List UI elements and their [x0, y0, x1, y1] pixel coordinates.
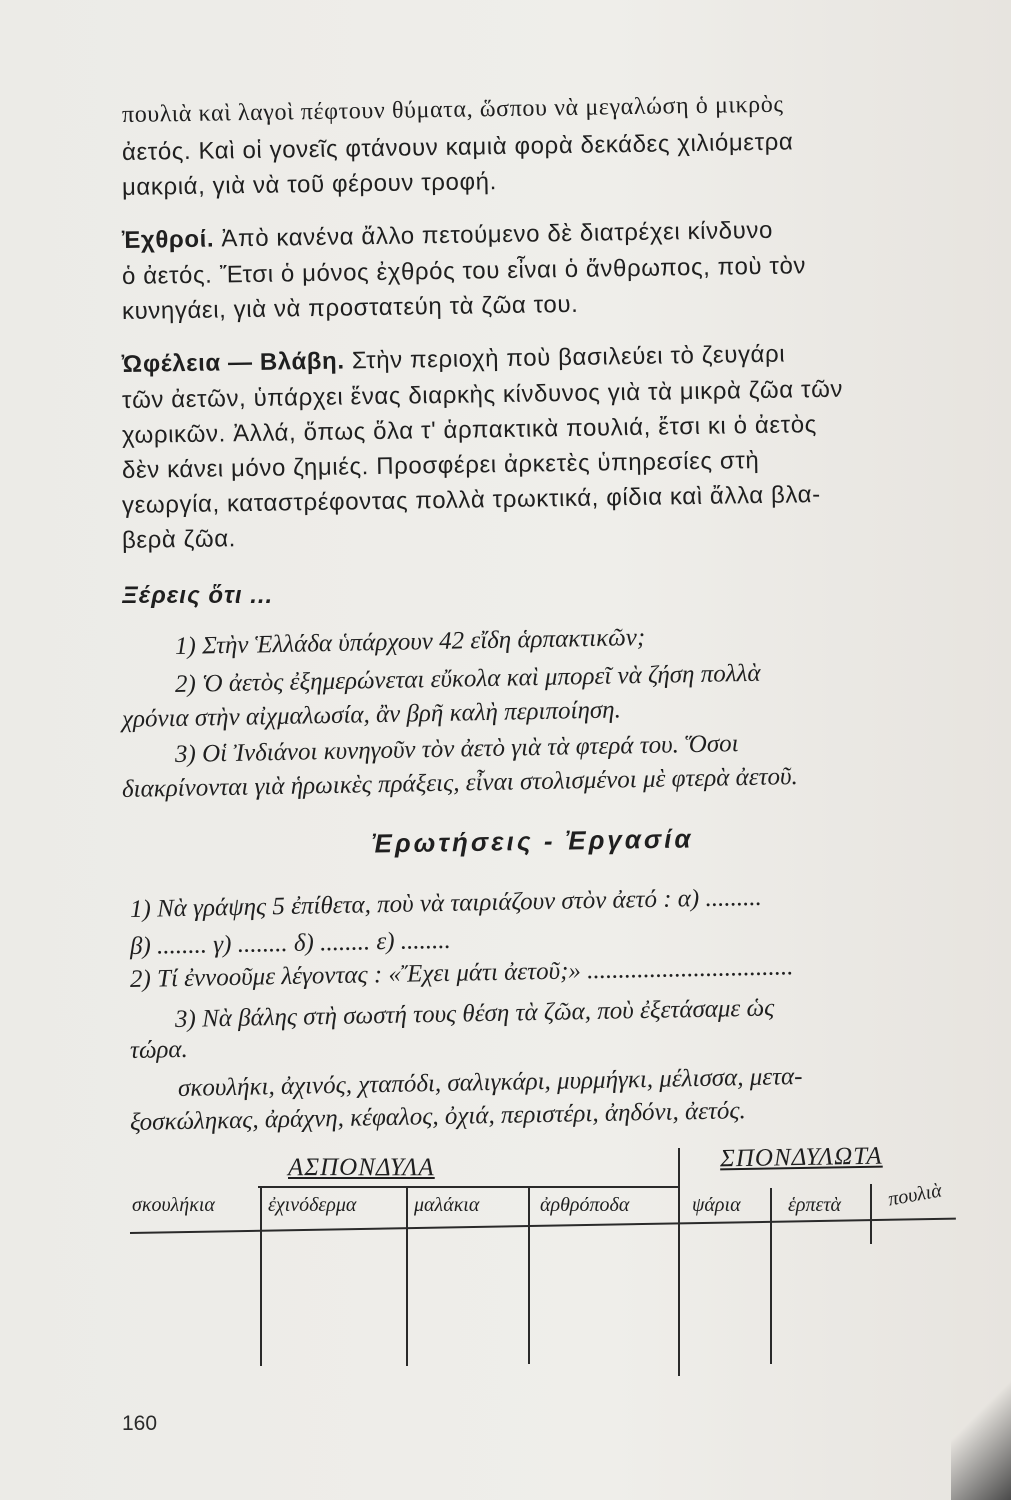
- question-3: 3) Νὰ βάλης στὴ σωστή τους θέση τὰ ζῶα, ποὺ ἐξετάσαμε ὡς: [174, 994, 775, 1033]
- col-molluscs: μαλάκια: [414, 1194, 480, 1216]
- benefit-line-5: γεωργία, καταστρέφοντας πολλὰ τρωκτικά, φίδια καὶ ἄλλα βλα-: [121, 481, 821, 519]
- fact-2-cont: χρόνια στὴν αἰχμαλωσία, ἂν βρῆ καλὴ περιποίηση.: [121, 696, 622, 733]
- col-divider-5: [870, 1184, 872, 1244]
- classification-table: [130, 1142, 960, 1378]
- benefit-line-6: βερὰ ζῶα.: [121, 525, 237, 554]
- intro-line-3: μακριά, γιὰ νὰ τοῦ φέρουν τροφή.: [121, 168, 498, 201]
- questions-title: Ἐρωτήσεις - Ἐργασία: [371, 823, 694, 859]
- fact-3-cont: διακρίνονται γιὰ ἡρωικὲς πράξεις, εἶναι στολισμένοι μὲ φτερὰ ἀετοῦ.: [121, 763, 799, 803]
- question-1-blanks: β) ........ γ) ........ δ) ........ ε) ........: [129, 926, 452, 960]
- group-invertebrates: ΑΣΠΟΝΔΥΛΑ: [288, 1154, 435, 1181]
- fact-3: 3) Οἱ Ἰνδιάνοι κυνηγοῦν τὸν ἀετὸ γιὰ τὰ φτερά του. Ὅσοι: [174, 730, 739, 768]
- question-2: 2) Τί ἐννοοῦμε λέγοντας : «Ἔχει μάτι ἀετοῦ;» .................................: [129, 953, 794, 993]
- intro-line-1: πουλιὰ καὶ λαγοὶ πέφτουν θύματα, ὥσπου νὰ μεγαλώση ὁ μικρὸς: [121, 91, 784, 128]
- benefit-title: Ὠφέλεια — Βλάβη.: [121, 347, 345, 378]
- intro-line-2: ἀετός. Καὶ οἱ γονεῖς φτάνουν καμιὰ φορὰ δεκάδες χιλιόμετρα: [121, 128, 794, 166]
- table-header-rule: [130, 1218, 956, 1234]
- enemies-line-1: [122, 213, 952, 256]
- enemies-line-2: ὁ ἀετός. Ἔτσι ὁ μόνος ἐχθρός του εἶναι ὁ ἄνθρωπος, ποὺ τὸν: [121, 252, 807, 290]
- did-you-know-title: Ξέρεις ὅτι ...: [122, 582, 274, 609]
- page-number: 160: [122, 1412, 158, 1435]
- col-fish: ψάρια: [692, 1194, 741, 1216]
- benefit-line-3: χωρικῶν. Ἀλλά, ὅπως ὅλα τ' ἁρπακτικὰ πουλιά, ἔτσι κι ὁ ἀετὸς: [121, 411, 818, 449]
- question-1: 1) Νὰ γράψης 5 ἐπίθετα, ποὺ νὰ ταιριάζουν στὸν ἀετό : α) .........: [129, 883, 762, 923]
- col-divider-4: [770, 1188, 772, 1364]
- col-arthropods: ἀρθρόποδα: [540, 1194, 630, 1216]
- col-echinoderms: ἐχινόδερμα: [268, 1194, 357, 1216]
- col-divider-1: [260, 1188, 262, 1366]
- benefit-line-1: [122, 337, 952, 380]
- animal-list-1: σκουλήκι, ἀχινός, χταπόδι, σαλιγκάρι, μυρμήγκι, μέλισσα, μετα-: [177, 1063, 803, 1102]
- benefit-line-2: τῶν ἀετῶν, ὑπάρχει ἕνας διαρκὴς κίνδυνος γιὰ τὰ μικρὰ ζῶα τῶν: [121, 375, 844, 414]
- enemies-text-1: Ἀπὸ κανένα ἄλλο πετούμενο δὲ διατρέχει κίνδυνο: [213, 216, 774, 253]
- col-worms: σκουλήκια: [132, 1194, 215, 1216]
- animal-list-2: ξοσκώληκας, ἀράχνη, κέφαλος, ὀχιά, περιστέρι, ἀηδόνι, ἀετός.: [129, 1097, 747, 1136]
- col-reptiles: ἑρπετὰ: [788, 1194, 842, 1216]
- col-birds: πουλιὰ: [886, 1179, 944, 1211]
- col-divider-2: [406, 1188, 408, 1366]
- col-divider-3: [528, 1188, 530, 1364]
- benefit-line-4: δὲν κάνει μόνο ζημιές. Προσφέρει ἀρκετὲς ὑπηρεσίες στὴ: [121, 446, 760, 484]
- benefit-text-1: Στὴν περιοχὴ ποὺ βασιλεύει τὸ ζευγάρι: [344, 340, 786, 375]
- enemies-line-3: κυνηγάει, γιὰ νὰ προστατεύη τὰ ζῶα του.: [121, 290, 579, 325]
- group-vertebrates: ΣΠΟΝΔΥΛΩΤΑ: [719, 1142, 883, 1173]
- group-divider: [678, 1148, 680, 1376]
- table-top-rule: [258, 1186, 678, 1188]
- fact-2: 2) Ὁ ἀετὸς ἐξημερώνεται εὔκολα καὶ μπορεῖ νὰ ζήση πολλὰ: [174, 659, 761, 698]
- page-corner-shadow: [951, 1360, 1011, 1500]
- question-3-cont: τώρα.: [129, 1035, 189, 1064]
- fact-1: 1) Στὴν Ἑλλάδα ὑπάρχουν 42 εἴδη ἁρπακτικῶν;: [174, 623, 646, 660]
- enemies-title: Ἐχθροί.: [121, 225, 215, 254]
